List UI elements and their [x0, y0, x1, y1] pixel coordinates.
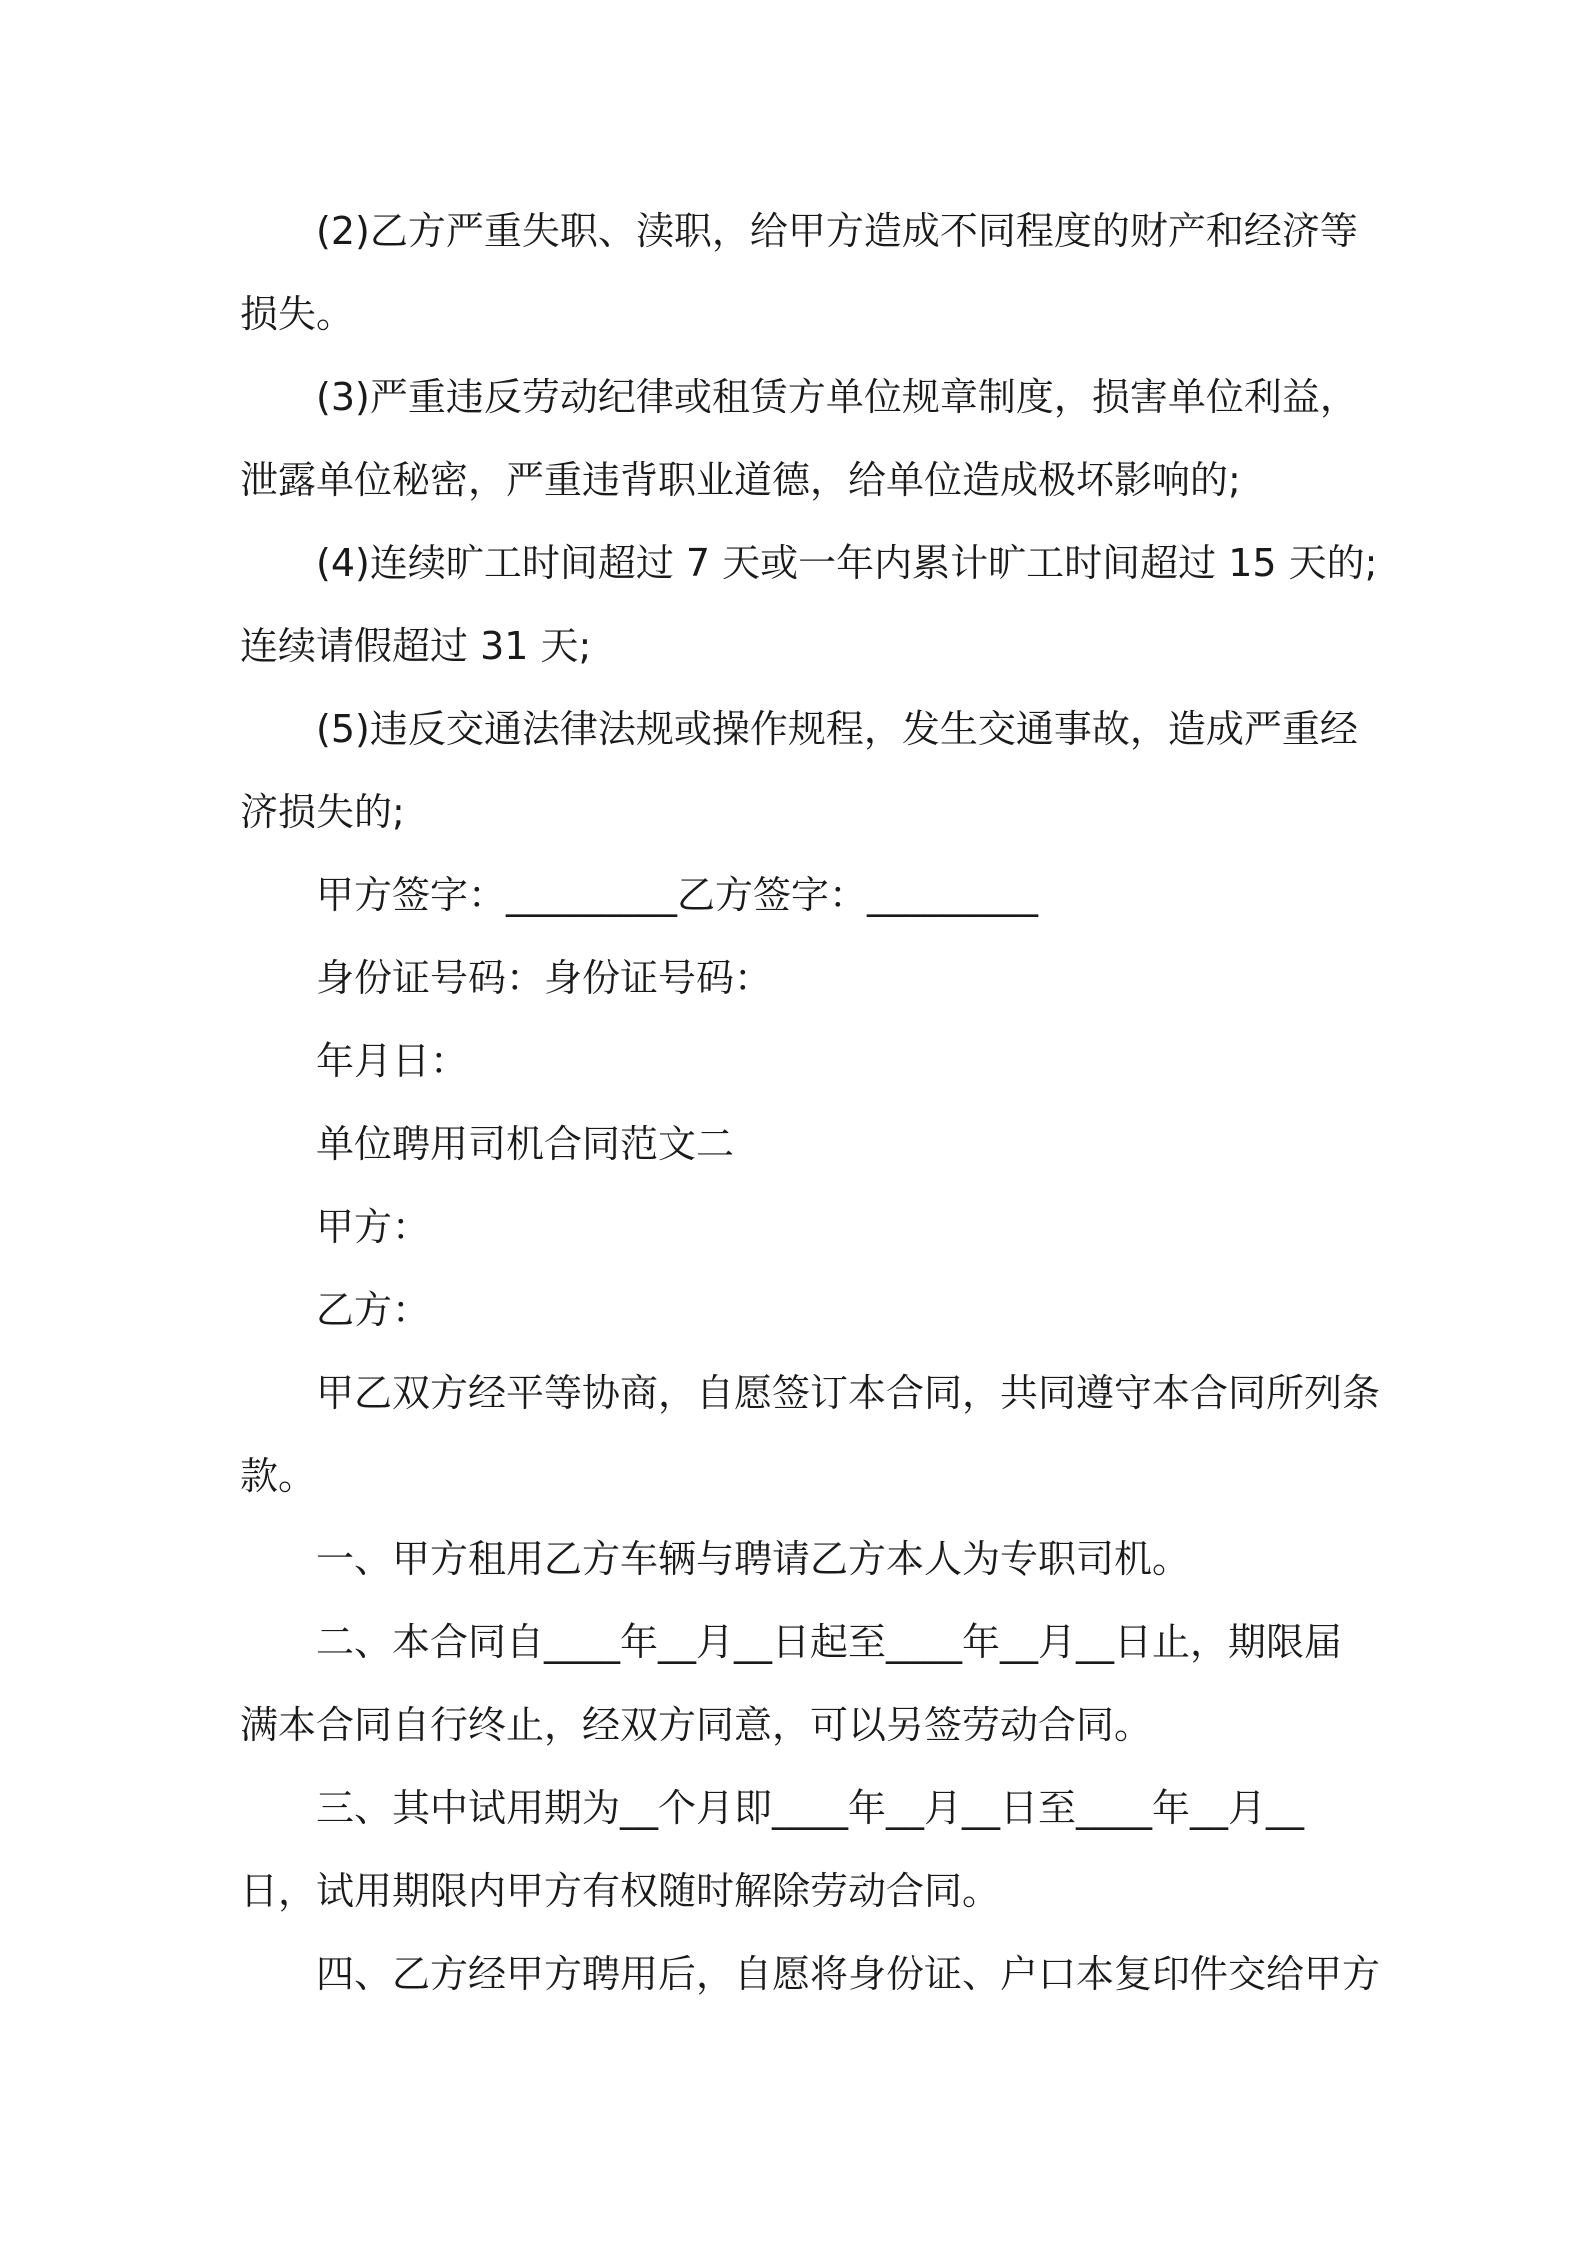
- text-line: 款。: [240, 1454, 317, 1498]
- section-title: 单位聘用司机合同范文二: [316, 1122, 735, 1166]
- party-a-line: 甲方：: [316, 1205, 431, 1249]
- text-line: (2)乙方严重失职、渎职，给甲方造成不同程度的财产和经济等: [316, 209, 1358, 253]
- text-line: (5)违反交通法律法规或操作规程，发生交通事故，造成严重经: [316, 707, 1358, 751]
- signature-line: 甲方签字：_________乙方签字：_________: [316, 873, 1039, 917]
- text-line: 连续请假超过 31 天;: [240, 624, 592, 668]
- id-number-line: 身份证号码：身份证号码：: [316, 956, 773, 1000]
- text-line: 甲乙双方经平等协商，自愿签订本合同，共同遵守本合同所列条: [316, 1371, 1381, 1415]
- clause-4: 四、乙方经甲方聘用后，自愿将身份证、户口本复印件交给甲方: [316, 1952, 1381, 1996]
- text-line: 济损失的;: [240, 790, 405, 834]
- contract-text: [240, 190, 1381, 2016]
- clause-3: 三、其中试用期为__个月即____年__月__日至____年__月__: [316, 1786, 1305, 1830]
- date-line: 年月日：: [316, 1039, 469, 1083]
- text-line: (4)连续旷工时间超过 7 天或一年内累计旷工时间超过 15 天的;: [316, 541, 1378, 585]
- text-line: 满本合同自行终止，经双方同意，可以另签劳动合同。: [240, 1703, 1153, 1747]
- text-line: (3)严重违反劳动纪律或租赁方单位规章制度，损害单位利益，: [316, 375, 1358, 419]
- clause-1: 一、甲方租用乙方车辆与聘请乙方本人为专职司机。: [316, 1537, 1191, 1581]
- text-line: 泄露单位秘密，严重违背职业道德，给单位造成极坏影响的;: [240, 458, 1241, 502]
- text-line: 日，试用期限内甲方有权随时解除劳动合同。: [240, 1869, 1001, 1913]
- text-line: 损失。: [240, 292, 355, 336]
- clause-2: 二、本合同自____年__月__日起至____年__月__日止，期限届: [316, 1620, 1343, 1664]
- party-b-line: 乙方：: [316, 1288, 431, 1332]
